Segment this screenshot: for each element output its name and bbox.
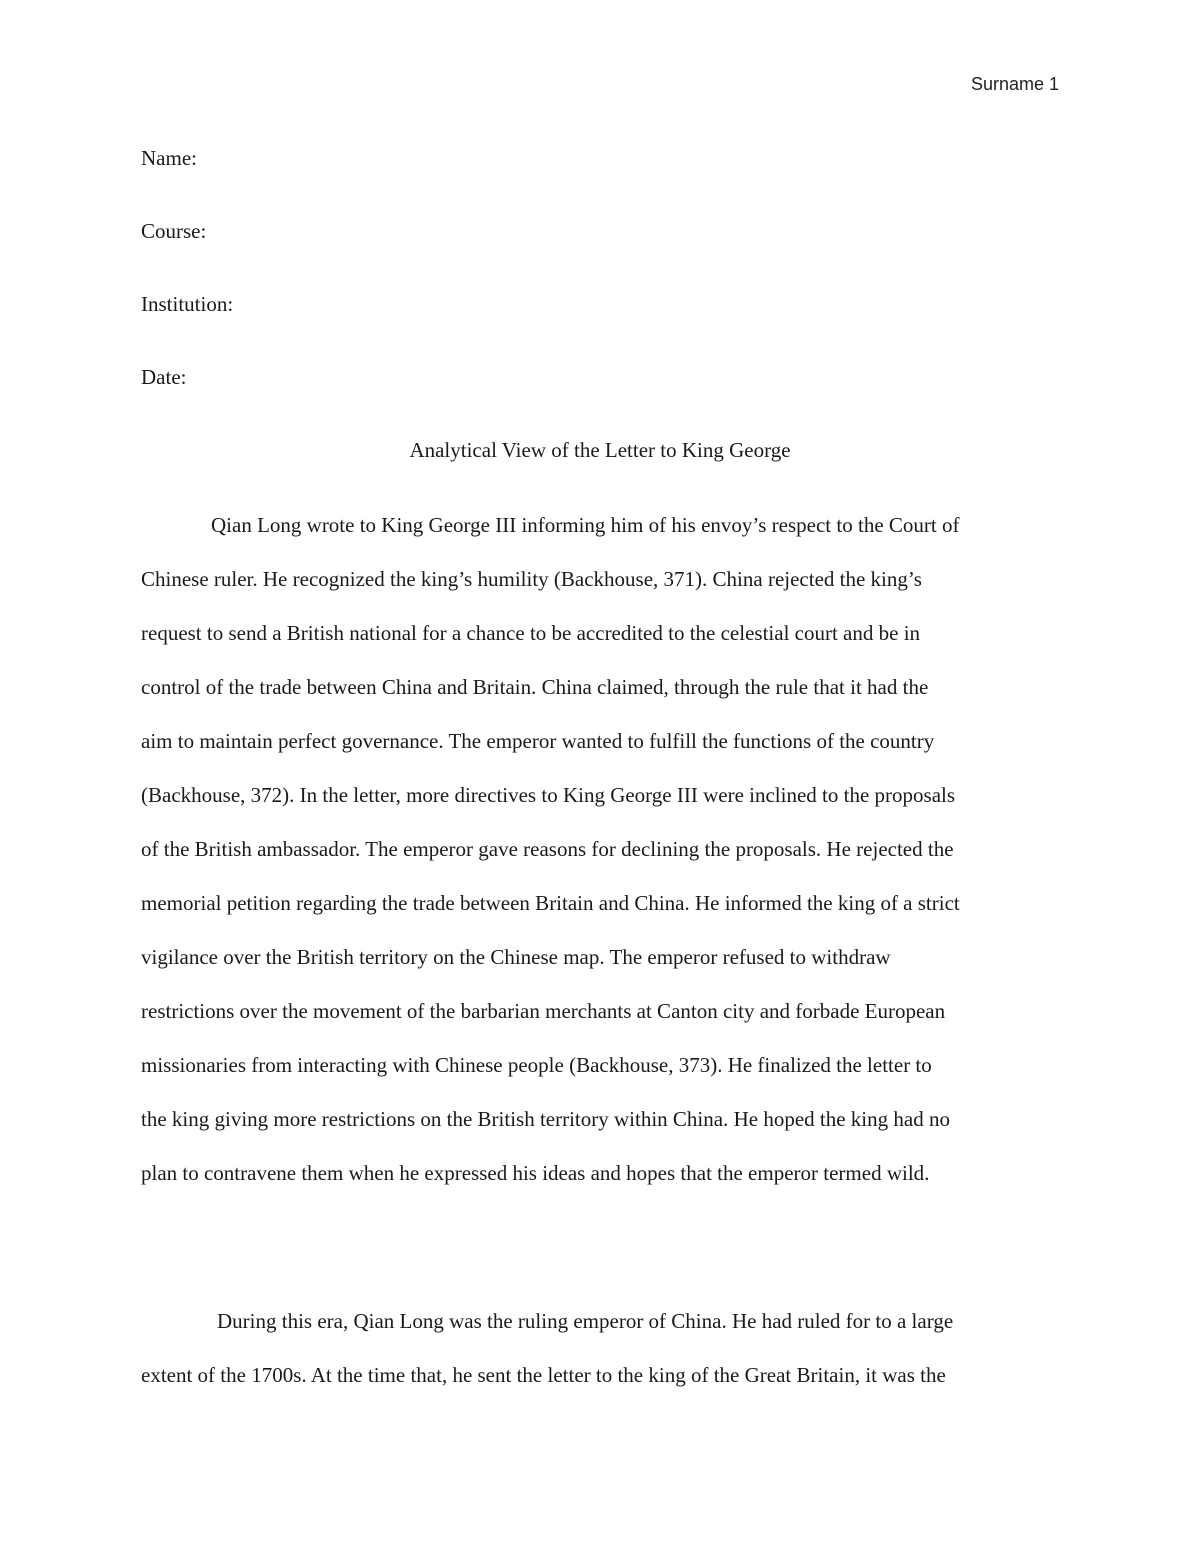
course-field: Course: <box>141 219 207 243</box>
paragraph-1-line: restrictions over the movement of the barbarian merchants at Canton city and forbade European <box>141 999 946 1023</box>
date-field: Date: <box>141 365 187 389</box>
paragraph-1-line: vigilance over the British territory on the Chinese map. The emperor refused to withdraw <box>141 945 891 969</box>
running-head: Surname 1 <box>970 74 1059 94</box>
paragraph-2-line: During this era, Qian Long was the ruling emperor of China. He had ruled for to a large <box>217 1309 954 1333</box>
paragraph-2-line: extent of the 1700s. At the time that, he sent the letter to the king of the Great Britain, it was the <box>141 1363 946 1387</box>
paragraph-1-line: Chinese ruler. He recognized the king’s humility (Backhouse, 371). China rejected the king’s <box>141 567 922 591</box>
paragraph-1-line: Qian Long wrote to King George III informing him of his envoy’s respect to the Court of <box>211 513 960 537</box>
institution-field: Institution: <box>141 292 234 316</box>
paragraph-1-line: of the British ambassador. The emperor gave reasons for declining the proposals. He rejected the <box>141 837 954 861</box>
paragraph-1-line: control of the trade between China and Britain. China claimed, through the rule that it had the <box>141 675 929 699</box>
paragraph-1-line: (Backhouse, 372). In the letter, more directives to King George III were inclined to the proposals <box>141 783 956 807</box>
paragraph-1-line: the king giving more restrictions on the British territory within China. He hoped the king had no <box>141 1107 950 1131</box>
paragraph-1-line: aim to maintain perfect governance. The emperor wanted to fulfill the functions of the country <box>141 729 935 753</box>
paragraph-1-line: plan to contravene them when he expressed his ideas and hopes that the emperor termed wild. <box>141 1161 930 1185</box>
essay-title: Analytical View of the Letter to King George <box>409 438 791 462</box>
paragraph-1-line: request to send a British national for a chance to be accredited to the celestial court and be in <box>141 621 921 645</box>
name-field: Name: <box>141 146 197 170</box>
paragraph-1-line: memorial petition regarding the trade between Britain and China. He informed the king of a strict <box>141 891 960 915</box>
paragraph-1-line: missionaries from interacting with Chinese people (Backhouse, 373). He finalized the letter to <box>141 1053 932 1077</box>
